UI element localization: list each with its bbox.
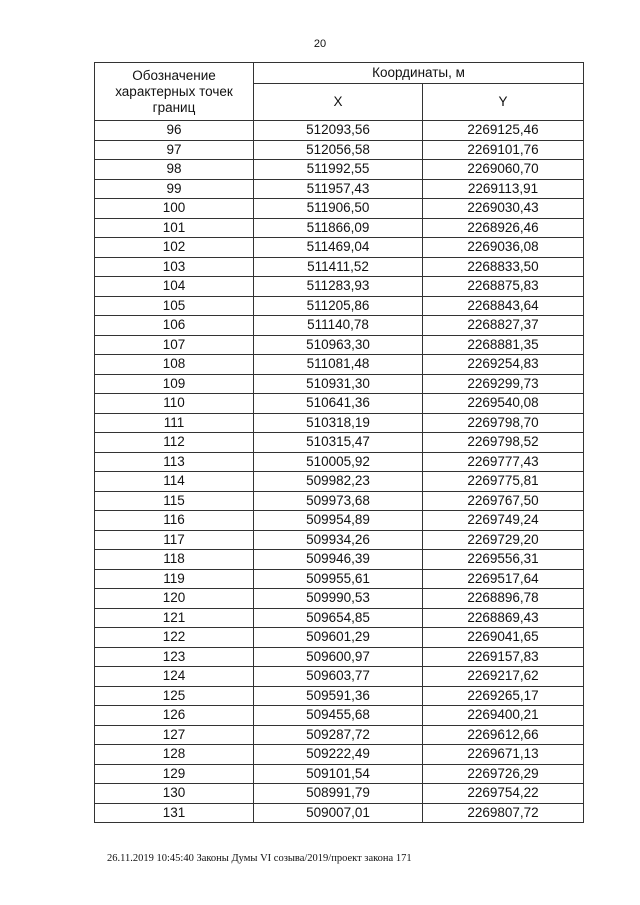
y-coordinate-cell: 2268843,64 — [423, 296, 584, 316]
y-coordinate-cell: 2269030,43 — [423, 199, 584, 219]
point-id-cell: 131 — [95, 803, 254, 823]
point-id-cell: 127 — [95, 725, 254, 745]
table-row — [95, 667, 584, 687]
x-coordinate-cell: 508991,79 — [254, 784, 423, 804]
x-coordinate-cell: 509600,97 — [254, 647, 423, 667]
y-coordinate-cell: 2269671,13 — [423, 745, 584, 765]
point-id-cell: 122 — [95, 628, 254, 648]
point-id-cell: 129 — [95, 764, 254, 784]
y-coordinate-cell: 2269217,62 — [423, 667, 584, 687]
y-coordinate-cell: 2268869,43 — [423, 608, 584, 628]
table-row — [95, 647, 584, 667]
y-coordinate-cell: 2269775,81 — [423, 472, 584, 492]
y-coordinate-cell: 2269265,17 — [423, 686, 584, 706]
point-id-cell: 120 — [95, 589, 254, 609]
x-coordinate-cell: 511992,55 — [254, 160, 423, 180]
point-id-cell: 101 — [95, 218, 254, 238]
point-id-cell: 112 — [95, 433, 254, 453]
point-id-cell: 110 — [95, 394, 254, 414]
table-row — [95, 686, 584, 706]
table-row — [95, 725, 584, 745]
document-footer: 26.11.2019 10:45:40 Законы Думы VI созыва/2019/проект закона 171 — [107, 853, 412, 864]
x-coordinate-cell: 510963,30 — [254, 335, 423, 355]
point-id-cell: 128 — [95, 745, 254, 765]
table-row — [95, 179, 584, 199]
point-id-cell: 99 — [95, 179, 254, 199]
table-row — [95, 530, 584, 550]
x-coordinate-cell: 512093,56 — [254, 121, 423, 141]
point-id-cell: 104 — [95, 277, 254, 297]
table-row — [95, 296, 584, 316]
point-id-cell: 125 — [95, 686, 254, 706]
point-id-cell: 107 — [95, 335, 254, 355]
x-coordinate-cell: 511906,50 — [254, 199, 423, 219]
point-id-cell: 113 — [95, 452, 254, 472]
y-coordinate-cell: 2269798,52 — [423, 433, 584, 453]
table-row — [95, 511, 584, 531]
y-coordinate-cell: 2269101,76 — [423, 140, 584, 160]
x-coordinate-cell: 509601,29 — [254, 628, 423, 648]
table-row — [95, 374, 584, 394]
x-coordinate-cell: 509101,54 — [254, 764, 423, 784]
x-coordinate-cell: 510931,30 — [254, 374, 423, 394]
coordinates-table — [94, 62, 584, 823]
table-row — [95, 491, 584, 511]
x-coordinate-cell: 510005,92 — [254, 452, 423, 472]
point-id-cell: 121 — [95, 608, 254, 628]
y-coordinate-cell: 2269749,24 — [423, 511, 584, 531]
y-coordinate-cell: 2269807,72 — [423, 803, 584, 823]
table-row — [95, 472, 584, 492]
table-body — [95, 121, 584, 823]
table-row — [95, 550, 584, 570]
x-coordinate-cell: 509946,39 — [254, 550, 423, 570]
header-point-name: Обозначение характерных точек границ — [95, 63, 254, 121]
y-coordinate-cell: 2269798,70 — [423, 413, 584, 433]
y-coordinate-cell: 2269036,08 — [423, 238, 584, 258]
table-row — [95, 628, 584, 648]
point-id-cell: 102 — [95, 238, 254, 258]
table-row — [95, 238, 584, 258]
y-coordinate-cell: 2269556,31 — [423, 550, 584, 570]
x-coordinate-cell: 509455,68 — [254, 706, 423, 726]
y-coordinate-cell: 2269777,43 — [423, 452, 584, 472]
table-row — [95, 803, 584, 823]
x-coordinate-cell: 509955,61 — [254, 569, 423, 589]
y-coordinate-cell: 2268896,78 — [423, 589, 584, 609]
table-row — [95, 433, 584, 453]
point-id-cell: 111 — [95, 413, 254, 433]
x-coordinate-cell: 511866,09 — [254, 218, 423, 238]
point-id-cell: 103 — [95, 257, 254, 277]
table-row — [95, 589, 584, 609]
y-coordinate-cell: 2269767,50 — [423, 491, 584, 511]
y-coordinate-cell: 2269612,66 — [423, 725, 584, 745]
y-coordinate-cell: 2269540,08 — [423, 394, 584, 414]
x-coordinate-cell: 509973,68 — [254, 491, 423, 511]
x-coordinate-cell: 509603,77 — [254, 667, 423, 687]
y-coordinate-cell: 2269517,64 — [423, 569, 584, 589]
y-coordinate-cell: 2269754,22 — [423, 784, 584, 804]
y-coordinate-cell: 2269060,70 — [423, 160, 584, 180]
point-id-cell: 98 — [95, 160, 254, 180]
table-row — [95, 706, 584, 726]
table-header — [95, 63, 584, 121]
table-row — [95, 784, 584, 804]
point-id-cell: 117 — [95, 530, 254, 550]
point-id-cell: 118 — [95, 550, 254, 570]
point-id-cell: 130 — [95, 784, 254, 804]
table-row — [95, 199, 584, 219]
table-row — [95, 316, 584, 336]
y-coordinate-cell: 2269125,46 — [423, 121, 584, 141]
y-coordinate-cell: 2268926,46 — [423, 218, 584, 238]
table-row — [95, 121, 584, 141]
x-coordinate-cell: 511411,52 — [254, 257, 423, 277]
point-id-cell: 97 — [95, 140, 254, 160]
x-coordinate-cell: 510315,47 — [254, 433, 423, 453]
point-id-cell: 123 — [95, 647, 254, 667]
x-coordinate-cell: 509954,89 — [254, 511, 423, 531]
table-row — [95, 335, 584, 355]
x-coordinate-cell: 509007,01 — [254, 803, 423, 823]
y-coordinate-cell: 2269726,29 — [423, 764, 584, 784]
table-row — [95, 413, 584, 433]
x-coordinate-cell: 509287,72 — [254, 725, 423, 745]
y-coordinate-cell: 2268827,37 — [423, 316, 584, 336]
y-coordinate-cell: 2268833,50 — [423, 257, 584, 277]
header-x: X — [254, 84, 423, 121]
y-coordinate-cell: 2269254,83 — [423, 355, 584, 375]
table-row — [95, 452, 584, 472]
point-id-cell: 124 — [95, 667, 254, 687]
table-row — [95, 277, 584, 297]
point-id-cell: 109 — [95, 374, 254, 394]
x-coordinate-cell: 511140,78 — [254, 316, 423, 336]
x-coordinate-cell: 511283,93 — [254, 277, 423, 297]
x-coordinate-cell: 510641,36 — [254, 394, 423, 414]
table-row — [95, 764, 584, 784]
x-coordinate-cell: 511081,48 — [254, 355, 423, 375]
table-row — [95, 608, 584, 628]
table-row — [95, 218, 584, 238]
x-coordinate-cell: 509654,85 — [254, 608, 423, 628]
point-id-cell: 108 — [95, 355, 254, 375]
table-row — [95, 394, 584, 414]
x-coordinate-cell: 509934,26 — [254, 530, 423, 550]
x-coordinate-cell: 510318,19 — [254, 413, 423, 433]
x-coordinate-cell: 509990,53 — [254, 589, 423, 609]
header-y: Y — [423, 84, 584, 121]
x-coordinate-cell: 509982,23 — [254, 472, 423, 492]
y-coordinate-cell: 2269113,91 — [423, 179, 584, 199]
y-coordinate-cell: 2268881,35 — [423, 335, 584, 355]
table-row — [95, 140, 584, 160]
point-id-cell: 114 — [95, 472, 254, 492]
point-id-cell: 96 — [95, 121, 254, 141]
y-coordinate-cell: 2269157,83 — [423, 647, 584, 667]
point-id-cell: 116 — [95, 511, 254, 531]
x-coordinate-cell: 511957,43 — [254, 179, 423, 199]
point-id-cell: 119 — [95, 569, 254, 589]
y-coordinate-cell: 2269041,65 — [423, 628, 584, 648]
table-row — [95, 569, 584, 589]
table-row — [95, 745, 584, 765]
table-row — [95, 257, 584, 277]
point-id-cell: 106 — [95, 316, 254, 336]
point-id-cell: 126 — [95, 706, 254, 726]
x-coordinate-cell: 512056,58 — [254, 140, 423, 160]
x-coordinate-cell: 509222,49 — [254, 745, 423, 765]
x-coordinate-cell: 511469,04 — [254, 238, 423, 258]
point-id-cell: 105 — [95, 296, 254, 316]
point-id-cell: 115 — [95, 491, 254, 511]
page-number: 20 — [313, 38, 327, 50]
table-row — [95, 160, 584, 180]
y-coordinate-cell: 2268875,83 — [423, 277, 584, 297]
header-coordinates: Координаты, м — [254, 63, 584, 84]
y-coordinate-cell: 2269400,21 — [423, 706, 584, 726]
y-coordinate-cell: 2269729,20 — [423, 530, 584, 550]
table-row — [95, 355, 584, 375]
y-coordinate-cell: 2269299,73 — [423, 374, 584, 394]
x-coordinate-cell: 509591,36 — [254, 686, 423, 706]
x-coordinate-cell: 511205,86 — [254, 296, 423, 316]
point-id-cell: 100 — [95, 199, 254, 219]
